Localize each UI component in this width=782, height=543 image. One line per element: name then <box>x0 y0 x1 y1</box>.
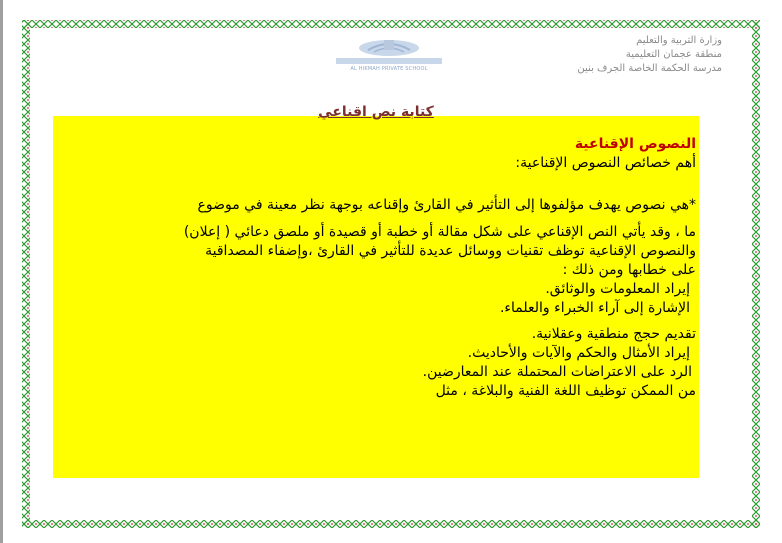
list-item: من الممكن توظيف اللغة الفنية والبلاغة ، مثل <box>435 383 696 399</box>
paragraph-line: على خطابها ومن ذلك : <box>562 262 696 278</box>
list-item: الرد على الاعتراضات المحتملة عند المعارضين. <box>422 364 692 380</box>
school-header <box>462 34 722 76</box>
region-line: منطقة عجمان التعليمية <box>625 49 722 60</box>
paragraph-line: والنصوص الإقناعية توظف تقنيات ووسائل عديدة للتأثير في القارئ ،وإضفاء المصداقية <box>205 243 696 259</box>
ministry-line: وزارة التربية والتعليم <box>636 35 722 46</box>
section-heading: النصوص الإقناعية <box>574 136 696 152</box>
school-logo-text: AL HIKMAH PRIVATE SCHOOL <box>350 66 428 72</box>
list-item: إيراد المعلومات والوثائق. <box>545 281 690 297</box>
school-line: مدرسة الحكمة الخاصة الجرف بنين <box>577 63 722 74</box>
list-item: إيراد الأمثال والحكم والآيات والأحاديث. <box>467 345 690 361</box>
intro-line: أهم خصائص النصوص الإقناعية: <box>515 155 696 171</box>
paragraph-line: *هي نصوص يهدف مؤلفوها إلى التأثير في القارئ وإقناعه بوجهة نظر معينة في موضوع <box>197 197 696 213</box>
list-item: الإشارة إلى آراء الخبراء والعلماء. <box>499 300 690 316</box>
page-title: كتابة نص اقناعي <box>318 104 434 120</box>
document-body <box>60 136 696 402</box>
list-item: تقديم حجج منطقية وعقلانية. <box>531 326 696 342</box>
paragraph-line: ما ، وقد يأتي النص الإقناعي على شكل مقالة أو خطبة أو قصيدة أو ملصق دعائي ( إعلان) <box>183 224 696 240</box>
